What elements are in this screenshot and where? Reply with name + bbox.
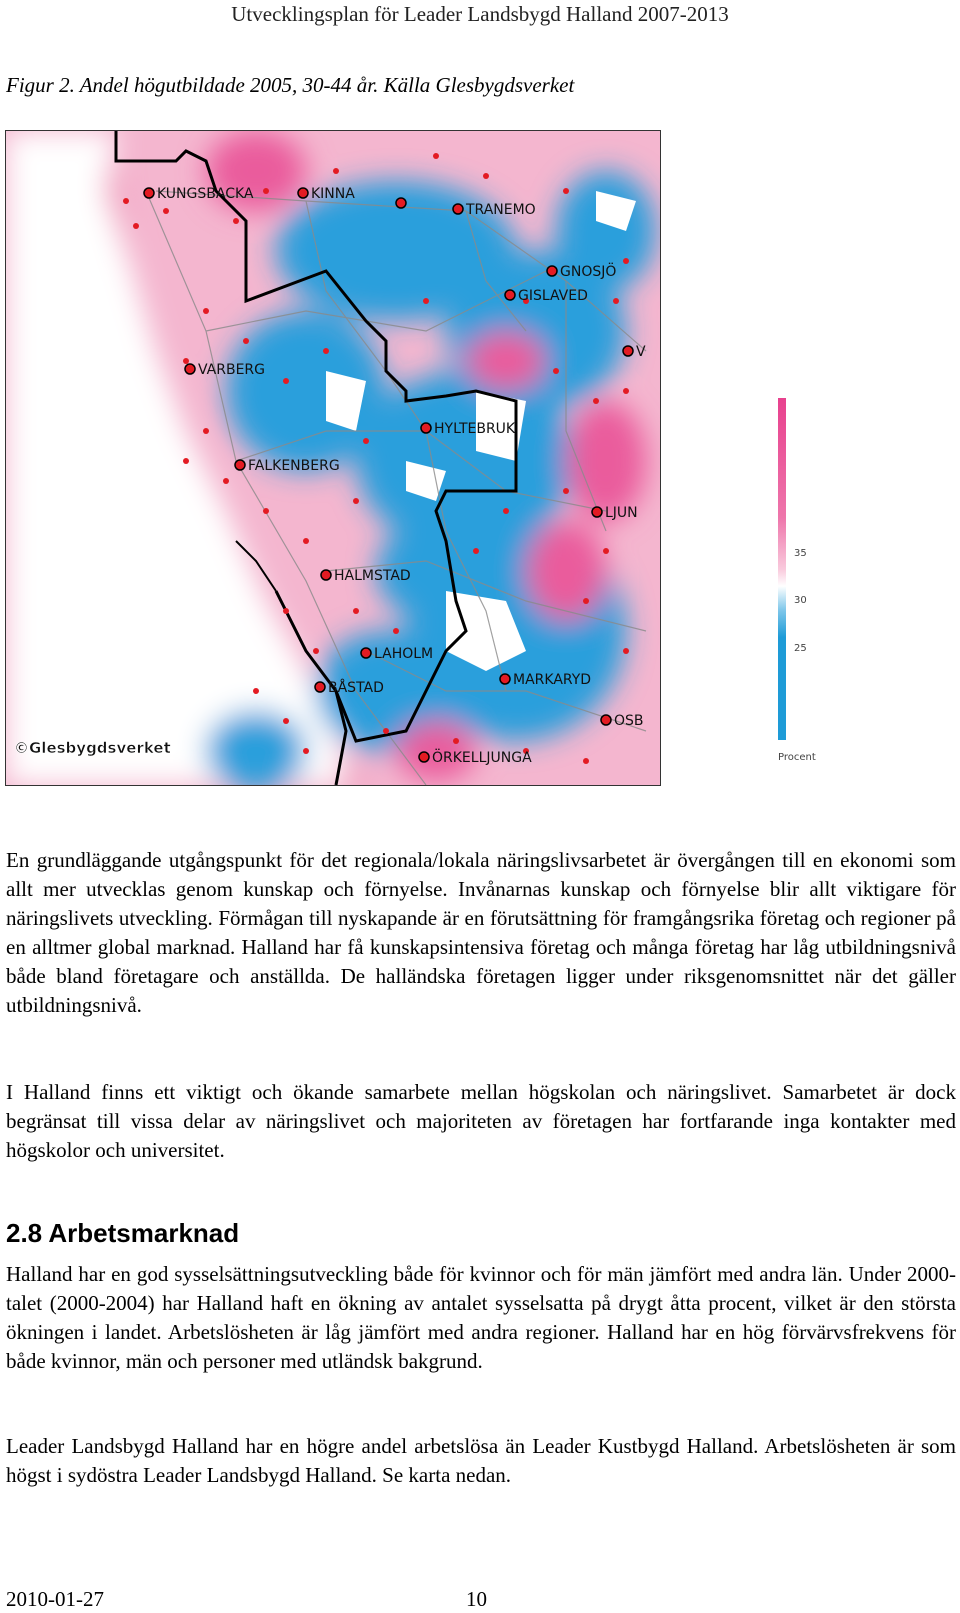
town-label: GNOSJÖ <box>560 264 617 280</box>
paragraph-employment: Halland har en god sysselsättningsutveckling både för kvinnor och för män jämfört med andra län. Under 2000-talet (2000-2004) har Halland haft en ökning av antalet sysselsatta på drygt åtta procent, vilket är den största ökningen i landet. Arbetslösheten är låg jämfört med andra regioner. Halland har en hög förvärvsfrekvens för både kvinnor, män och personer med utländsk bakgrund. <box>6 1262 956 1373</box>
paragraph-cooperation: I Halland finns ett viktigt och ökande samarbete mellan högskolan och näringslivet. Samarbetet är dock begränsat till vissa delar av näringslivet och majoriteten av företagen har fortfarande inga kontakter med högskolor och universitet. <box>6 1080 956 1162</box>
town-label: TRANEMO <box>466 202 536 218</box>
town-label: LAHOLM <box>374 646 434 662</box>
town-label: KUNGSBACKA <box>157 186 254 202</box>
town-label: LJUN <box>605 505 638 521</box>
legend-graphic <box>778 398 848 788</box>
town-label: MARKARYD <box>513 672 592 688</box>
town-label: HALMSTAD <box>334 568 411 584</box>
town-label: BÅSTAD <box>328 680 384 696</box>
page-number: 10 <box>466 1587 487 1611</box>
legend-color-bar <box>778 398 786 740</box>
page-header: Utvecklingsplan för Leader Landsbygd Halland 2007-2013 <box>231 2 729 26</box>
legend-tick: 30 <box>794 595 807 606</box>
town-label: VARBERG <box>198 362 266 378</box>
town-label: HYLTEBRUK <box>434 421 516 437</box>
town-label: V <box>636 344 646 360</box>
legend-tick: 35 <box>794 548 807 559</box>
section-heading: 2.8 Arbetsmarknad <box>6 1218 240 1248</box>
town-label: FALKENBERG <box>248 458 340 474</box>
education-map <box>5 130 661 786</box>
map-legend <box>778 398 848 788</box>
paragraph-knowledge: En grundläggande utgångspunkt för det regionala/lokala näringslivsarbetet är övergången till en ekonomi som allt mer utvecklas genom kunskap och förnyelse. Invånarnas kunskap och förnyelse blir allt viktigare för näringslivets utveckling. Förmågan till nyskapande är en förutsättning för framgångsrika företag och regioner på en alltmer global marknad. Halland har få kunskapsintensiva företag och många företag har låg utbildningsnivå både bland företagare och anställda. De halländska företagen ligger under riksgenomsnittet när det gäller utbildningsnivå. <box>6 848 956 1017</box>
paragraph-unemployment: Leader Landsbygd Halland har en högre andel arbetslösa än Leader Kustbygd Halland. Arbetslösheten är som högst i sydöstra Leader Landsbygd Halland. Se karta nedan. <box>6 1434 956 1487</box>
town-label: ÖRKELLJUNGA <box>432 750 532 766</box>
legend-unit: Procent <box>778 752 816 763</box>
figure-caption: Figur 2. Andel högutbildade 2005, 30-44 år. Källa Glesbygdsverket <box>6 73 575 97</box>
footer-date: 2010-01-27 <box>6 1587 104 1611</box>
town-label: GISLAVED <box>518 288 588 304</box>
town-label: KINNA <box>311 186 355 202</box>
copyright-label: ©Glesbygdsverket <box>14 739 171 757</box>
map-graphic <box>6 131 660 785</box>
legend-tick: 25 <box>794 643 807 654</box>
town-label: OSB <box>614 713 644 729</box>
